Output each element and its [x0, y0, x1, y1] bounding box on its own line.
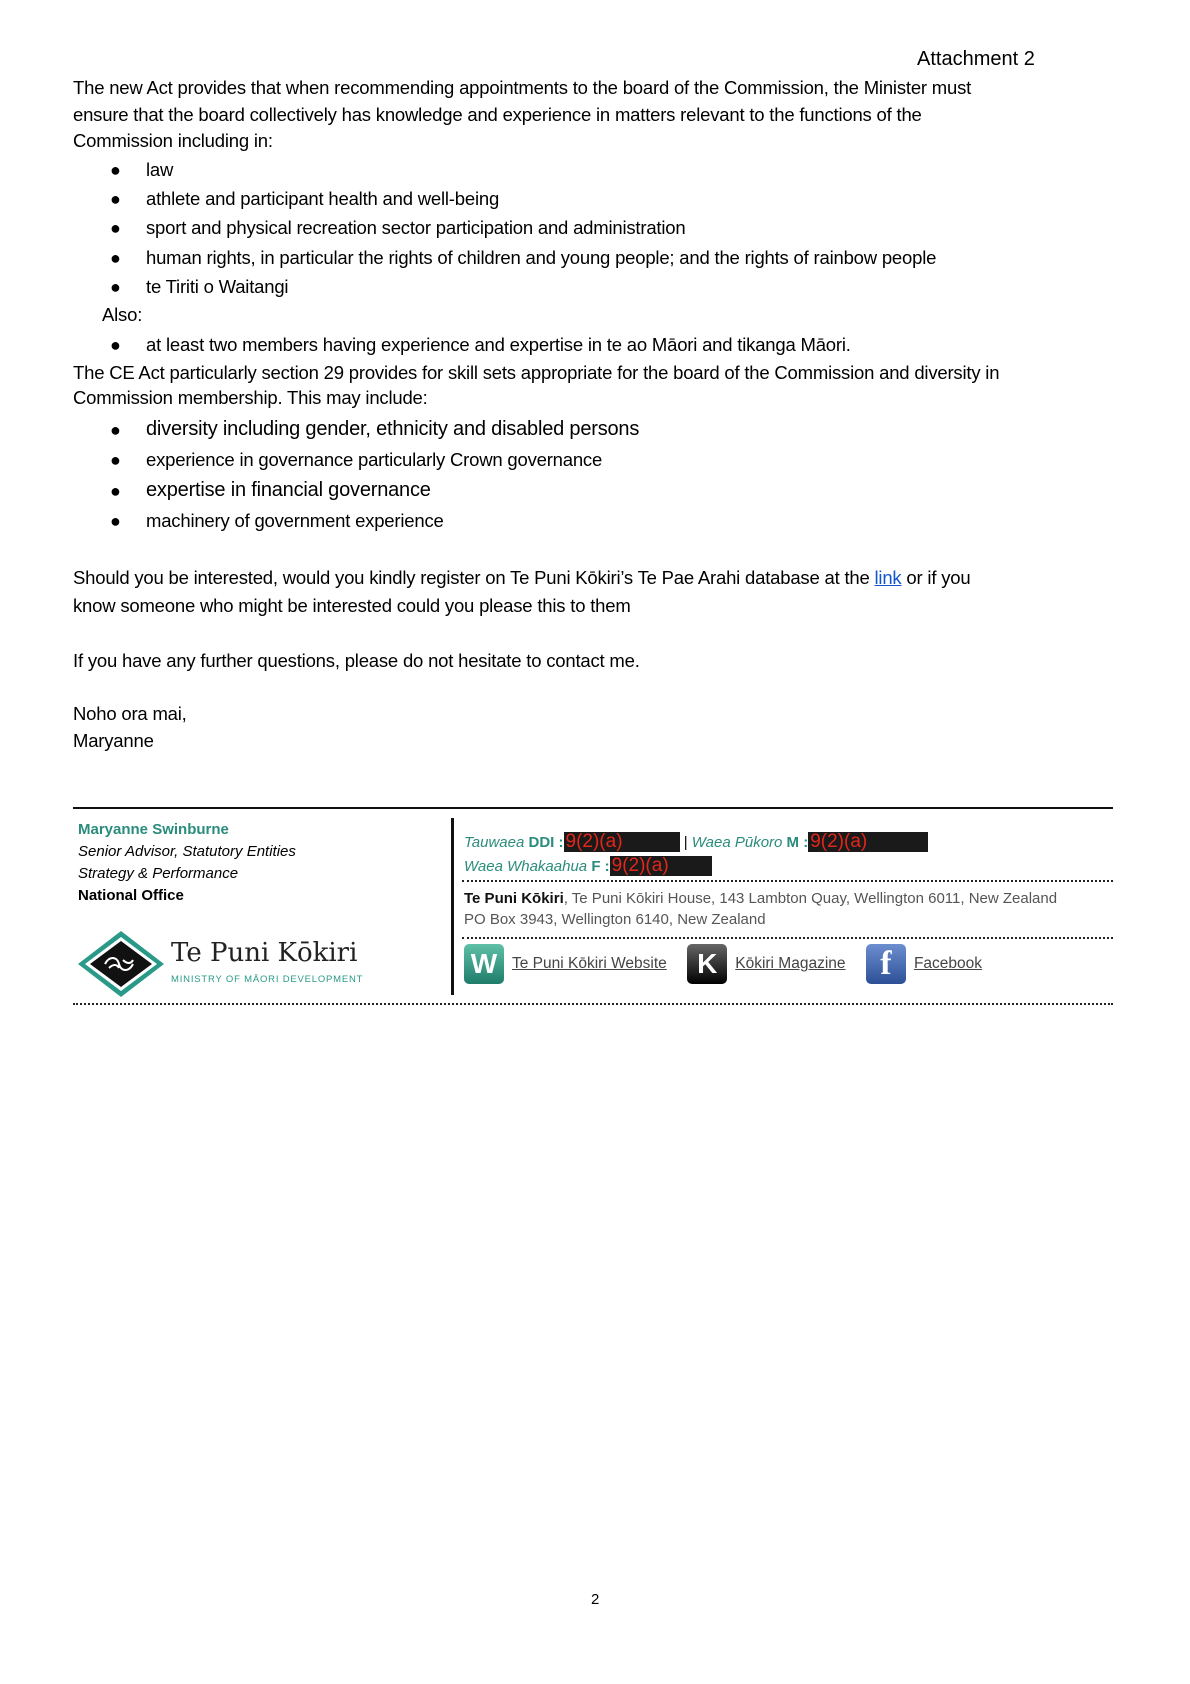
intro-line: Commission including in: [73, 130, 273, 151]
redacted-ddi: 9(2)(a) [564, 832, 680, 852]
po-box-line: PO Box 3943, Wellington 6140, New Zealand [464, 911, 766, 928]
ce-line: Commission membership. This may include: [73, 387, 428, 408]
questions-line: If you have any further questions, please do not hesitate to contact me. [73, 650, 640, 671]
ce-line: The CE Act particularly section 29 provides for skill sets appropriate for the board of the Commission and diversity in [73, 362, 1000, 383]
fax-line [464, 856, 712, 877]
should-text: Should you be interested, would you kindly register on Te Puni Kōkiri’s Te Pae Arahi database at the [73, 567, 875, 588]
redacted-fax: 9(2)(a) [610, 856, 712, 876]
bullet-icon: ● [110, 248, 121, 268]
list-item: experience in governance particularly Crown governance [146, 449, 603, 470]
bullet-icon: ● [110, 450, 121, 470]
should-line: know someone who might be interested could you please this to them [73, 595, 631, 616]
bullet-icon: ● [110, 335, 121, 355]
signature-divider [451, 818, 454, 995]
bullet-icon: ● [110, 481, 121, 501]
address-line [464, 889, 1057, 909]
should-text: or if you [901, 567, 971, 588]
facebook-icon[interactable]: f [866, 944, 906, 984]
dotted-divider [462, 937, 1113, 939]
sig-title: Senior Advisor, Statutory Entities [78, 843, 296, 860]
bullet-icon: ● [110, 189, 121, 209]
social-links [464, 944, 998, 984]
intro-line: The new Act provides that when recommending appointments to the board of the Commission, the Minister must [73, 77, 972, 98]
te-puni-kokiri-logo [77, 930, 377, 998]
sig-office: National Office [78, 887, 184, 904]
logo-subtitle: MINISTRY OF MĀORI DEVELOPMENT [171, 974, 364, 985]
sig-division: Strategy & Performance [78, 865, 239, 882]
website-icon[interactable]: W [464, 944, 504, 984]
magazine-icon[interactable]: K [687, 944, 727, 984]
bullet-icon: ● [110, 160, 121, 180]
intro-line: ensure that the board collectively has knowledge and experience in matters relevant to the functions of the [73, 104, 922, 125]
bullet-icon: ● [110, 420, 121, 440]
page-number: 2 [591, 1591, 600, 1608]
list-item: human rights, in particular the rights of children and young people; and the rights of rainbow people [146, 247, 937, 268]
mobile-label: Waea Pūkoro [691, 834, 783, 851]
bullet-icon: ● [110, 218, 121, 238]
list-item: expertise in financial governance [146, 479, 431, 501]
ddi-code: DDI : [528, 834, 564, 851]
closing: Noho ora mai, [73, 703, 187, 724]
signature-bottom-rule [73, 1003, 1113, 1005]
sig-name: Maryanne Swinburne [78, 821, 229, 838]
sender-name: Maryanne [73, 730, 154, 751]
list-item: te Tiriti o Waitangi [146, 276, 289, 297]
logo-name: Te Puni Kōkiri [171, 938, 358, 968]
logo-diamond-icon [77, 930, 165, 998]
mobile-code: M : [786, 834, 809, 851]
facebook-link[interactable]: Facebook [913, 955, 983, 972]
separator: | [683, 834, 688, 851]
list-item: machinery of government experience [146, 510, 444, 531]
bullet-icon: ● [110, 277, 121, 297]
fax-label: Waea Whakaahua [464, 858, 588, 875]
bullet-icon: ● [110, 511, 121, 531]
dotted-divider [462, 880, 1113, 882]
website-link[interactable]: Te Puni Kōkiri Website [512, 955, 667, 972]
signature-top-rule [73, 807, 1113, 809]
list-item: sport and physical recreation sector participation and administration [146, 217, 686, 238]
magazine-link[interactable]: Kōkiri Magazine [735, 955, 846, 972]
redacted-mobile: 9(2)(a) [808, 832, 928, 852]
address-text: , Te Puni Kōkiri House, 143 Lambton Quay, Wellington 6011, New Zealand [563, 890, 1058, 907]
org-name: Te Puni Kōkiri [464, 890, 564, 907]
also-label: Also: [102, 304, 143, 325]
list-item: at least two members having experience and expertise in te ao Māori and tikanga Māori. [146, 334, 851, 355]
phone-line [464, 832, 928, 853]
fax-code: F : [591, 858, 610, 875]
register-link[interactable]: link [874, 567, 902, 588]
ddi-label: Tauwaea [464, 834, 525, 851]
list-item: athlete and participant health and well-being [146, 188, 500, 209]
attachment-label: Attachment 2 [917, 48, 1035, 70]
list-item: diversity including gender, ethnicity and disabled persons [146, 418, 640, 440]
should-line [73, 567, 970, 589]
list-item: law [146, 159, 174, 180]
